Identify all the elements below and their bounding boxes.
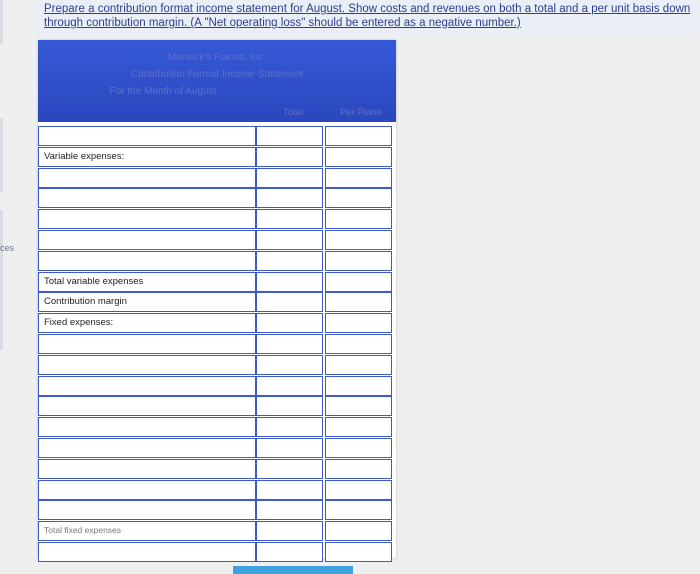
total-input[interactable] (256, 459, 323, 479)
question-instructions (38, 0, 698, 36)
total-input[interactable] (256, 292, 323, 312)
table-row (38, 313, 396, 333)
per-piano-input[interactable] (325, 396, 392, 416)
row-label-cell[interactable] (38, 500, 256, 520)
per-piano-input[interactable] (325, 521, 392, 541)
table-row (38, 542, 396, 562)
row-label-cell[interactable] (38, 188, 256, 208)
total-input[interactable] (256, 168, 323, 188)
per-piano-input[interactable] (325, 500, 392, 520)
row-label-cell[interactable] (38, 438, 256, 458)
per-piano-input[interactable] (325, 188, 392, 208)
row-label: Total fixed expenses (44, 525, 122, 536)
total-input[interactable] (256, 355, 323, 375)
total-input[interactable] (256, 251, 323, 271)
total-input[interactable] (256, 126, 323, 146)
company-name: Marwick's Pianos, Inc. (167, 52, 267, 63)
table-row (38, 272, 396, 292)
table-row (38, 230, 396, 250)
per-piano-input[interactable] (325, 126, 392, 146)
left-panel-edge (0, 118, 3, 192)
per-piano-input[interactable] (325, 147, 392, 167)
row-label-cell (38, 147, 256, 167)
left-panel-label: ces (0, 243, 15, 253)
instruction-line-2: through contribution margin. (A "Net operating loss" should be entered as a negative number.) (44, 17, 521, 29)
column-total-header: Total (283, 107, 304, 118)
row-label-cell[interactable] (38, 209, 256, 229)
per-piano-input[interactable] (325, 209, 392, 229)
row-label-cell[interactable] (38, 355, 256, 375)
per-piano-input[interactable] (325, 230, 392, 250)
per-piano-input[interactable] (325, 292, 392, 312)
total-input[interactable] (256, 521, 323, 541)
per-piano-input[interactable] (325, 542, 392, 562)
column-per-piano-header: Per Piano (340, 107, 382, 118)
row-label: Fixed expenses: (44, 317, 114, 329)
table-row (38, 355, 396, 375)
per-piano-input[interactable] (325, 355, 392, 375)
row-label: Total variable expenses (44, 275, 144, 287)
table-row (38, 147, 396, 167)
row-label-cell (38, 313, 256, 333)
row-label-cell[interactable] (38, 126, 256, 146)
per-piano-input[interactable] (325, 480, 392, 500)
total-input[interactable] (256, 334, 323, 354)
row-label-cell (38, 272, 256, 292)
total-input[interactable] (256, 500, 323, 520)
row-label: Variable expenses: (44, 150, 125, 162)
total-input[interactable] (256, 438, 323, 458)
next-button[interactable] (233, 566, 353, 574)
left-panel-edge (0, 0, 3, 44)
total-input[interactable] (256, 147, 323, 167)
per-piano-input[interactable] (325, 334, 392, 354)
table-row (38, 396, 396, 416)
table-row (38, 480, 396, 500)
total-input[interactable] (256, 396, 323, 416)
table-row (38, 521, 396, 541)
row-label-cell[interactable] (38, 251, 256, 271)
row-label-cell[interactable] (38, 334, 256, 354)
table-row (38, 459, 396, 479)
row-label-cell[interactable] (38, 168, 256, 188)
statement-header (38, 40, 396, 122)
row-label-cell[interactable] (38, 396, 256, 416)
row-label: Contribution margin (44, 296, 127, 308)
row-label-cell[interactable] (38, 459, 256, 479)
row-label-cell (38, 521, 256, 541)
instruction-line-1: Prepare a contribution format income statement for August. Show costs and revenues on both a total and a per unit basis down (44, 3, 691, 15)
row-label-cell[interactable] (38, 230, 256, 250)
total-input[interactable] (256, 417, 323, 437)
table-row (38, 334, 396, 354)
statement-grid (38, 122, 396, 558)
income-statement-sheet (38, 40, 396, 558)
statement-period: For the Month of August (109, 86, 217, 97)
per-piano-input[interactable] (325, 438, 392, 458)
row-label-cell[interactable] (38, 480, 256, 500)
table-row (38, 188, 396, 208)
row-label-cell[interactable] (38, 542, 256, 562)
table-row (38, 251, 396, 271)
table-row (38, 500, 396, 520)
table-row (38, 417, 396, 437)
row-label-cell (38, 292, 256, 312)
table-row (38, 168, 396, 188)
total-input[interactable] (256, 542, 323, 562)
per-piano-input[interactable] (325, 168, 392, 188)
row-label-cell[interactable] (38, 417, 256, 437)
table-row (38, 438, 396, 458)
total-input[interactable] (256, 480, 323, 500)
per-piano-input[interactable] (325, 459, 392, 479)
table-row (38, 209, 396, 229)
total-input[interactable] (256, 376, 323, 396)
per-piano-input[interactable] (325, 417, 392, 437)
per-piano-input[interactable] (325, 251, 392, 271)
statement-title: Contribution Format Income Statement (130, 69, 304, 80)
left-panel-edge (0, 210, 3, 350)
total-input[interactable] (256, 272, 323, 292)
per-piano-input[interactable] (325, 376, 392, 396)
row-label-cell[interactable] (38, 376, 256, 396)
total-input[interactable] (256, 188, 323, 208)
table-row (38, 376, 396, 396)
table-row (38, 292, 396, 312)
total-input[interactable] (256, 313, 323, 333)
per-piano-input[interactable] (325, 272, 392, 292)
table-row (38, 126, 396, 146)
total-input[interactable] (256, 230, 323, 250)
total-input[interactable] (256, 209, 323, 229)
per-piano-input[interactable] (325, 313, 392, 333)
